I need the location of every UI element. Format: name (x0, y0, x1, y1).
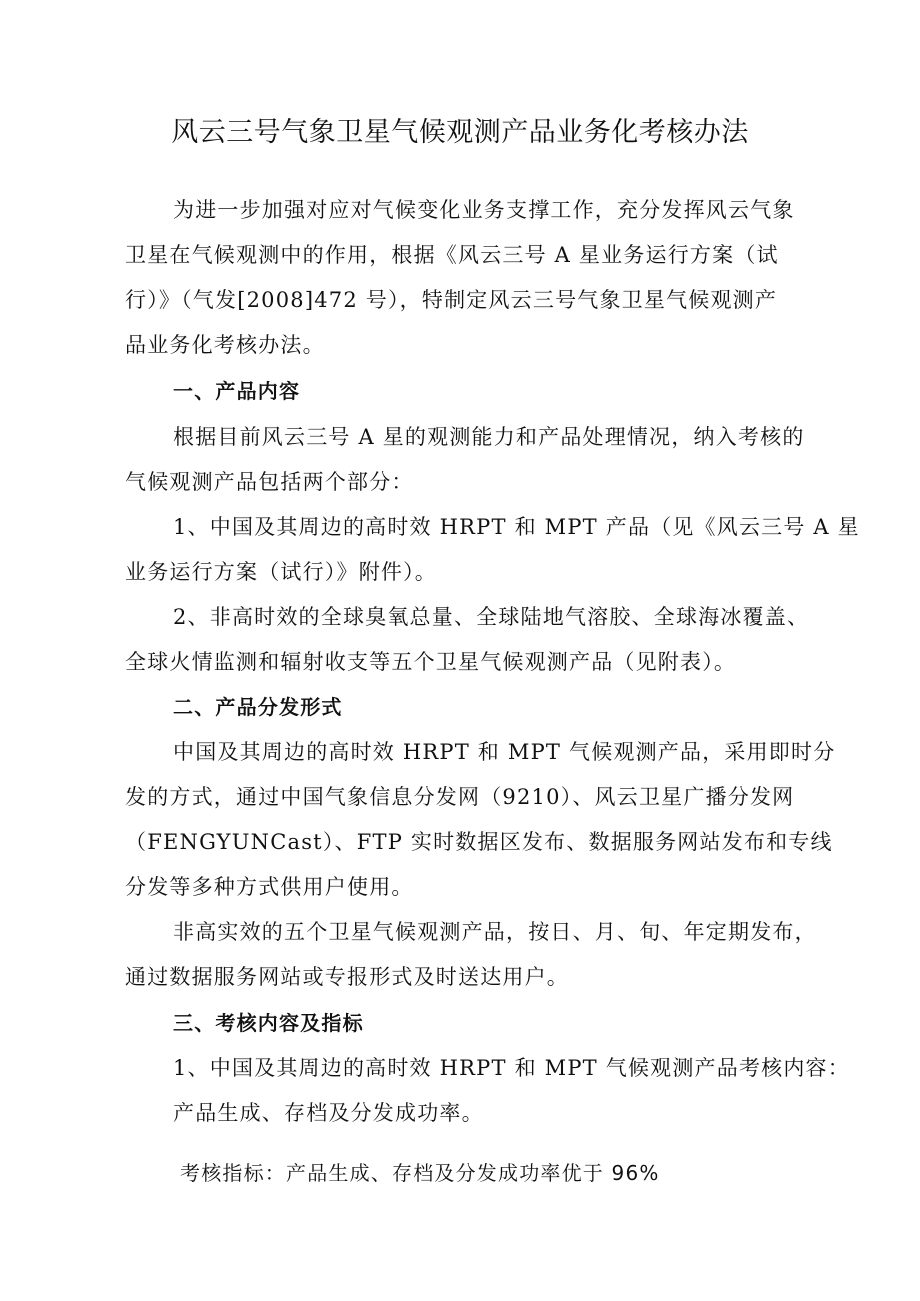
section-1-para-line-2: 气候观测产品包括两个部分： (125, 470, 414, 494)
section-3-heading: 三、考核内容及指标 (173, 1011, 364, 1035)
section-1-item-2-line-2: 全球火情监测和辐射收支等五个卫星气候观测产品（见附表）。 (125, 650, 737, 674)
section-3-item-1-line-2: 产品生成、存档及分发成功率。 (173, 1101, 484, 1125)
intro-line-2: 卫星在气候观测中的作用，根据《风云三号 A 星业务运行方案（试 (125, 243, 779, 267)
section-2-para-1-line-1: 中国及其周边的高时效 HRPT 和 MPT 气候观测产品，采用即时分 (173, 740, 836, 764)
section-1-para-line-1: 根据目前风云三号 A 星的观测能力和产品处理情况，纳入考核的 (173, 425, 805, 449)
section-1-item-1-line-1: 1、中国及其周边的高时效 HRPT 和 MPT 产品（见《风云三号 A 星 (173, 515, 860, 539)
intro-line-4: 品业务化考核办法。 (125, 333, 325, 357)
section-2-para-1-line-3: （FENGYUNCast）、FTP 实时数据区发布、数据服务网站发布和专线 (125, 830, 833, 854)
section-1-item-1-line-2: 业务运行方案（试行）》附件）。 (125, 560, 437, 584)
section-2-heading: 二、产品分发形式 (173, 695, 343, 719)
intro-line-1: 为进一步加强对应对气候变化业务支撑工作，充分发挥风云气象 (173, 198, 795, 222)
section-2-para-2-line-1: 非高实效的五个卫星气候观测产品，按日、月、旬、年定期发布， (173, 920, 817, 944)
section-1-heading: 一、产品内容 (173, 379, 301, 403)
document-title: 风云三号气象卫星气候观测产品业务化考核办法 (171, 117, 749, 148)
intro-line-3: 行）》（气发[2008]472 号），特制定风云三号气象卫星气候观测产 (125, 288, 778, 312)
section-1-item-2-line-1: 2、非高时效的全球臭氧总量、全球陆地气溶胶、全球海冰覆盖、 (173, 605, 810, 629)
section-3-indicator: 考核指标：产品生成、存档及分发成功率优于 96% (180, 1161, 660, 1185)
section-2-para-1-line-2: 发的方式，通过中国气象信息分发网（9210）、风云卫星广播分发网 (125, 785, 795, 809)
section-3-item-1-line-1: 1、中国及其周边的高时效 HRPT 和 MPT 气候观测产品考核内容： (173, 1056, 850, 1080)
section-2-para-1-line-4: 分发等多种方式供用户使用。 (125, 875, 414, 899)
section-2-para-2-line-2: 通过数据服务网站或专报形式及时送达用户。 (125, 965, 569, 989)
